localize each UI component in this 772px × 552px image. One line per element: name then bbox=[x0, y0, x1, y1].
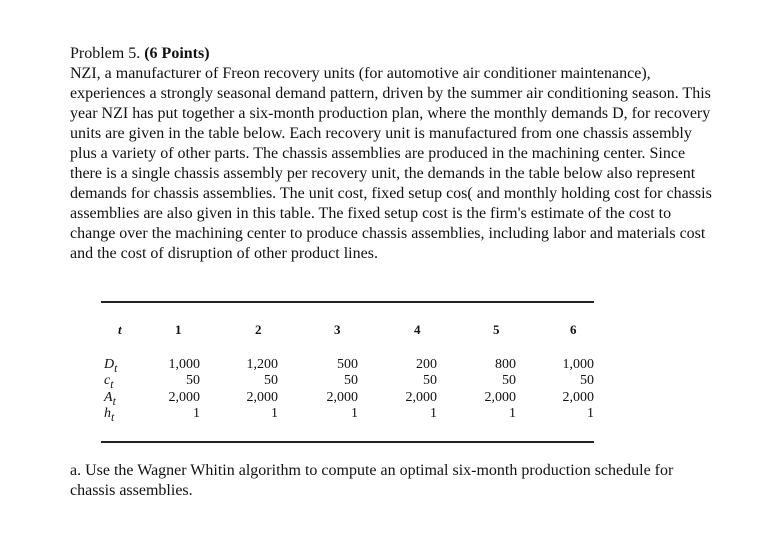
table-cell: 2,000 bbox=[326, 390, 358, 405]
problem-title: Problem 5. bbox=[70, 45, 141, 62]
table-cell: 1,000 bbox=[562, 357, 594, 372]
header-period-5: 5 bbox=[493, 322, 500, 337]
table-cell: 800 bbox=[495, 357, 516, 372]
header-t: t bbox=[118, 322, 122, 337]
table-cell: 50 bbox=[264, 373, 278, 388]
header-period-4: 4 bbox=[414, 322, 421, 337]
row-label: $c_t$ bbox=[104, 373, 114, 391]
table-header bbox=[0, 322, 772, 342]
table-cell: 1 bbox=[351, 406, 358, 421]
header-period-1: 1 bbox=[175, 322, 182, 337]
problem-heading bbox=[70, 44, 720, 64]
table-cell: 1,000 bbox=[168, 357, 200, 372]
problem-paragraph: NZI, a manufacturer of Freon recovery units (for automotive air conditioner maintenance), experiences a strongly seasonal demand pattern, driven by the summer air conditioning season. This year NZI has put together a six-month production plan, where the monthly demands D, for recovery units are given in the table below. Each recovery unit is manufactured from one chassis assembly plus a variety of other parts. The chassis assemblies are produced in the machining center. Since there is a single chassis assembly per recovery unit, the demands in the table below also represent demands for chassis assemblies. The unit cost, fixed setup cos( and monthly holding cost for chassis assemblies are also given in this table. The fixed setup cost is the firm's estimate of the cost to change over the machining center to produce chassis assemblies, including labor and materials cost and the cost of disruption of other product lines. bbox=[70, 65, 712, 262]
table-cell: 50 bbox=[344, 373, 358, 388]
table-cell: 2,000 bbox=[484, 390, 516, 405]
header-period-2: 2 bbox=[255, 322, 262, 337]
table-cell: 2,000 bbox=[405, 390, 437, 405]
table-cell: 2,000 bbox=[562, 390, 594, 405]
row-label: $h_t$ bbox=[104, 406, 115, 424]
row-label: $A_t$ bbox=[104, 390, 116, 408]
table-cell: 200 bbox=[416, 357, 437, 372]
table-row-demand bbox=[0, 357, 772, 373]
table-row-unit-cost bbox=[0, 373, 772, 389]
table-cell: 1 bbox=[587, 406, 594, 421]
table-row-holding-cost bbox=[0, 406, 772, 422]
table-cell: 50 bbox=[502, 373, 516, 388]
table-cell: 1 bbox=[271, 406, 278, 421]
table-cell: 2,000 bbox=[168, 390, 200, 405]
table-cell: 50 bbox=[186, 373, 200, 388]
table-cell: 1 bbox=[193, 406, 200, 421]
table-bottom-rule bbox=[101, 441, 594, 443]
question-a: a. Use the Wagner Whitin algorithm to compute an optimal six-month production schedule for chassis assemblies. bbox=[70, 462, 674, 499]
table-cell: 2,000 bbox=[246, 390, 278, 405]
table-row-setup-cost bbox=[0, 390, 772, 406]
table-cell: 1,200 bbox=[246, 357, 278, 372]
header-period-3: 3 bbox=[334, 322, 341, 337]
table-cell: 1 bbox=[509, 406, 516, 421]
row-label: $D_t$ bbox=[104, 357, 118, 375]
problem-points: (6 Points) bbox=[144, 45, 210, 62]
table-top-rule bbox=[101, 301, 594, 303]
table-cell: 50 bbox=[580, 373, 594, 388]
table-cell: 1 bbox=[430, 406, 437, 421]
table-cell: 500 bbox=[337, 357, 358, 372]
header-period-6: 6 bbox=[570, 322, 577, 337]
table-cell: 50 bbox=[423, 373, 437, 388]
problem-text bbox=[70, 44, 720, 264]
